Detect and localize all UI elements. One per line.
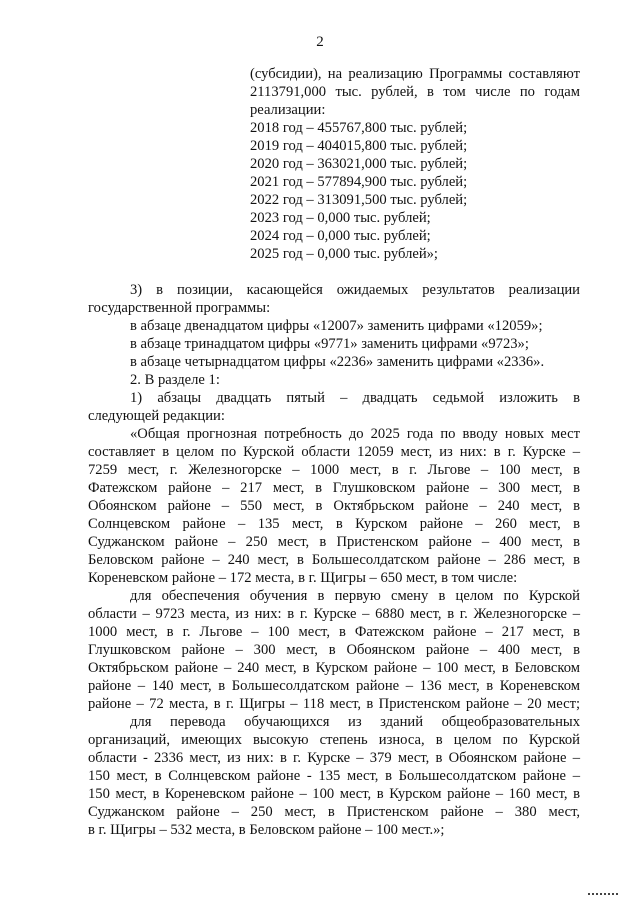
text-line: (субсидии), на реализацию Программы составляют [250,66,580,82]
text-line: 2022 год – 313091,500 тыс. рублей; [250,192,468,208]
text-line: следующей редакции: [88,408,225,424]
text-line: 2020 год – 363021,000 тыс. рублей; [250,156,468,172]
text-line: 2024 год – 0,000 тыс. рублей; [250,228,431,244]
text-line: в абзаце четырнадцатом цифры «2236» заменить цифрами «2336». [130,354,545,370]
text-line: 2. В разделе 1: [130,372,220,388]
text-line: Кореневском районе – 172 места, в г. Щигры – 650 мест, в том числе: [88,570,518,586]
text-line: в абзаце двенадцатом цифры «12007» заменить цифрами «12059»; [130,318,543,334]
text-line: области – 9723 места, из них: в г. Курске – 6880 мест, в г. Железногорске – [88,606,580,622]
scan-artifact [588,893,618,897]
text-line: Суджанском районе – 250 мест, в Пристенском районе – 380 мест, [88,804,580,820]
text-line: 2025 год – 0,000 тыс. рублей»; [250,246,438,262]
text-line: 150 мест, в Кореневском районе – 100 мест, в Курском районе – 160 мест, в [88,786,580,802]
text-line: Фатежском районе – 217 мест, в Глушковском районе – 300 мест, в [88,480,580,496]
text-line: 3) в позиции, касающейся ожидаемых результатов реализации [130,282,580,298]
text-line: в абзаце тринадцатом цифры «9771» заменить цифрами «9723»; [130,336,529,352]
text-line: 7259 мест, г. Железногорске – 1000 мест, в г. Льгове – 100 мест, в [88,462,580,478]
text-line: составляет в целом по Курской области 12059 мест, из них: в г. Курске – [88,444,580,460]
text-line: 2021 год – 577894,900 тыс. рублей; [250,174,468,190]
text-line: организаций, имеющих высокую степень износа, в целом по Курской [88,732,580,748]
text-line: 2019 год – 404015,800 тыс. рублей; [250,138,468,154]
text-line: реализации: [250,102,326,118]
text-line: Октябрьском районе – 240 мест, в Курском районе – 100 мест, в Беловском [88,660,580,676]
text-line: Беловском районе – 240 мест, в Большесолдатском районе – 286 мест, в [88,552,580,568]
text-line: 1000 мест, в г. Льгове – 100 мест, в Фатежском районе – 217 мест, в [88,624,580,640]
text-line: Суджанском районе – 250 мест, в Пристенском районе – 400 мест, в [88,534,580,550]
text-line: 2113791,000 тыс. рублей, в том числе по годам [250,84,580,100]
text-line: для обеспечения обучения в первую смену в целом по Курской [130,588,580,604]
text-line: 2023 год – 0,000 тыс. рублей; [250,210,431,226]
text-line: области - 2336 мест, из них: в г. Курске – 379 мест, в Обоянском районе – [88,750,580,766]
text-line: районе – 72 места, в г. Щигры – 118 мест, в Пристенском районе – 20 мест; [88,696,580,712]
text-line: 2018 год – 455767,800 тыс. рублей; [250,120,468,136]
text-line: для перевода обучающихся из зданий общеобразовательных [130,714,580,730]
text-line: районе – 140 мест, в Большесолдатском районе – 136 мест, в Кореневском [88,678,580,694]
text-line: Глушковском районе – 300 мест, в Обоянском районе – 400 мест, в [88,642,580,658]
text-line: в г. Щигры – 532 места, в Беловском районе – 100 мест.»; [88,822,445,838]
text-line: 150 мест, в Солнцевском районе - 135 мест, в Большесолдатском районе – [88,768,580,784]
text-line: Обоянском районе – 550 мест, в Октябрьском районе – 240 мест, в [88,498,580,514]
text-line: «Общая прогнозная потребность до 2025 года по вводу новых мест [130,426,580,442]
text-line: Солнцевском районе – 135 мест, в Курском районе – 260 мест, в [88,516,580,532]
text-line: государственной программы: [88,300,271,316]
text-line: 1) абзацы двадцать пятый – двадцать седьмой изложить в [130,390,580,406]
page-number: 2 [316,34,324,50]
